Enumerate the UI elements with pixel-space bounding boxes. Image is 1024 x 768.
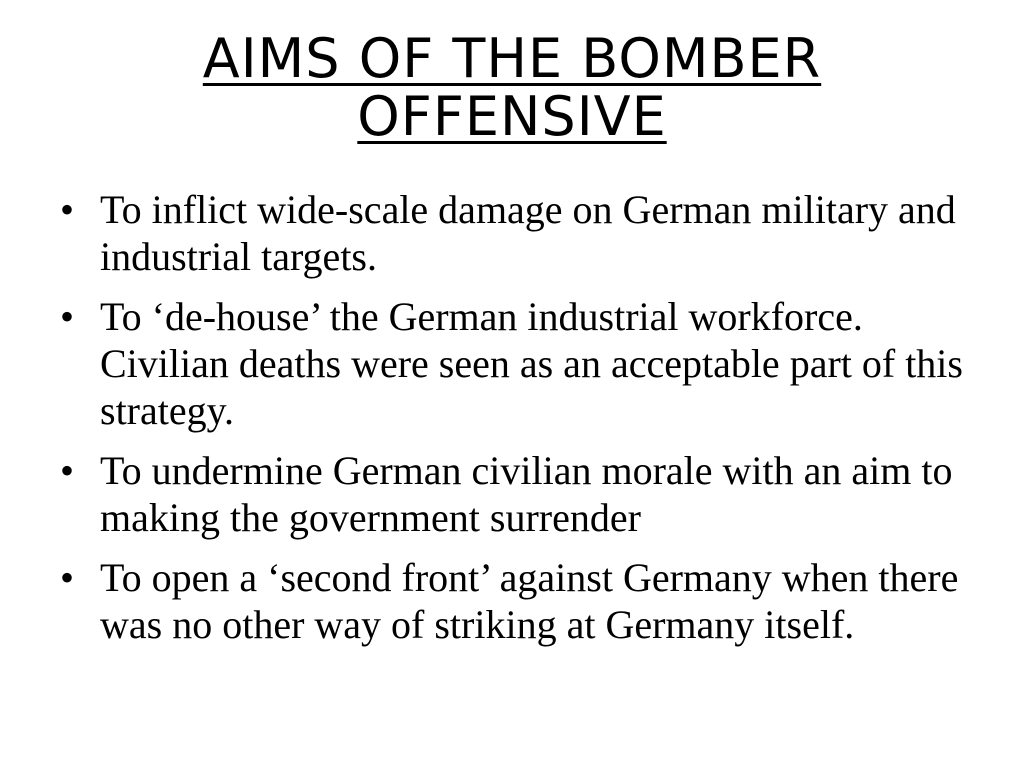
bullet-text: To open a ‘second front’ against Germany when there was no other way of striking at Germany itself. bbox=[100, 555, 959, 647]
slide-title bbox=[90, 27, 934, 148]
bullet-item-morale bbox=[56, 447, 976, 541]
slide-title-line-1: AIMS OF THE BOMBER bbox=[202, 27, 822, 90]
bullet-marker: • bbox=[60, 448, 75, 493]
bullet-marker: • bbox=[60, 187, 75, 232]
bullet-item-de-house bbox=[56, 293, 976, 434]
bullet-marker: • bbox=[60, 294, 75, 339]
bullet-text: To inflict wide-scale damage on German military and industrial targets. bbox=[100, 187, 956, 279]
bullet-text: To ‘de-house’ the German industrial workforce. Civilian deaths were seen as an acceptable part of this strategy. bbox=[100, 294, 963, 433]
bullet-item-second-front bbox=[56, 554, 976, 648]
bullet-list bbox=[56, 186, 976, 661]
bullet-item-damage bbox=[56, 186, 976, 280]
bullet-text: To undermine German civilian morale with an aim to making the government surrender bbox=[100, 448, 953, 540]
slide-title-line-2: OFFENSIVE bbox=[357, 85, 667, 148]
bullet-marker: • bbox=[60, 555, 75, 600]
